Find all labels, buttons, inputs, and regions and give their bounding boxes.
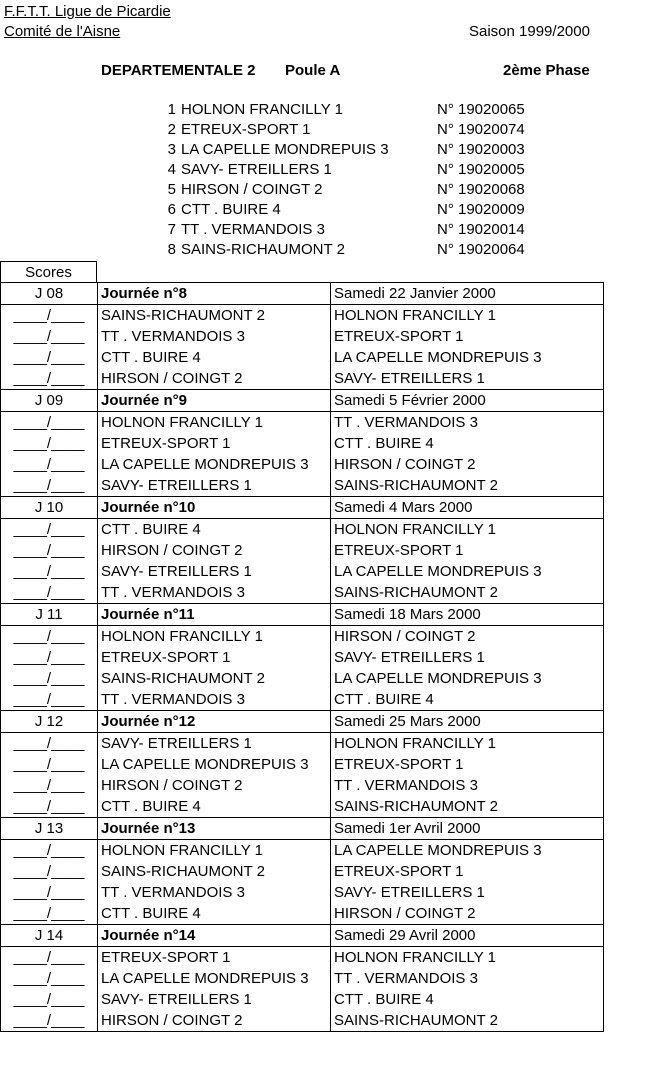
team-license: N° 19020068 bbox=[437, 181, 525, 198]
team-name: LA CAPELLE MONDREPUIS 3 bbox=[181, 141, 389, 158]
away-team: HOLNON FRANCILLY 1 bbox=[331, 305, 604, 327]
team-number: 6 bbox=[167, 201, 176, 218]
match-row bbox=[1, 989, 604, 1010]
round-header-row bbox=[1, 390, 604, 412]
round-header-row bbox=[1, 925, 604, 947]
match-row bbox=[1, 689, 604, 711]
home-team: HOLNON FRANCILLY 1 bbox=[98, 840, 331, 862]
score-blank: ____/____ bbox=[1, 412, 98, 434]
away-team: SAINS-RICHAUMONT 2 bbox=[331, 582, 604, 604]
round-code: J 13 bbox=[1, 818, 98, 840]
team-name: TT . VERMANDOIS 3 bbox=[181, 221, 325, 238]
round-title: Journée n°12 bbox=[98, 711, 331, 733]
away-team: LA CAPELLE MONDREPUIS 3 bbox=[331, 347, 604, 368]
home-team: CTT . BUIRE 4 bbox=[98, 519, 331, 541]
home-team: CTT . BUIRE 4 bbox=[98, 903, 331, 925]
away-team: SAVY- ETREILLERS 1 bbox=[331, 368, 604, 390]
home-team: CTT . BUIRE 4 bbox=[98, 347, 331, 368]
away-team: HOLNON FRANCILLY 1 bbox=[331, 733, 604, 755]
home-team: SAVY- ETREILLERS 1 bbox=[98, 561, 331, 582]
home-team: TT . VERMANDOIS 3 bbox=[98, 326, 331, 347]
match-row bbox=[1, 454, 604, 475]
score-blank: ____/____ bbox=[1, 968, 98, 989]
home-team: SAVY- ETREILLERS 1 bbox=[98, 475, 331, 497]
match-row bbox=[1, 668, 604, 689]
match-row bbox=[1, 647, 604, 668]
score-blank: ____/____ bbox=[1, 775, 98, 796]
match-row bbox=[1, 305, 604, 327]
home-team: HIRSON / COINGT 2 bbox=[98, 540, 331, 561]
away-team: HIRSON / COINGT 2 bbox=[331, 626, 604, 648]
score-blank: ____/____ bbox=[1, 647, 98, 668]
away-team: SAINS-RICHAUMONT 2 bbox=[331, 1010, 604, 1032]
match-row bbox=[1, 968, 604, 989]
federation-name: F.F.T.T. Ligue de Picardie bbox=[4, 3, 171, 20]
round-date: Samedi 4 Mars 2000 bbox=[331, 497, 604, 519]
away-team: ETREUX-SPORT 1 bbox=[331, 540, 604, 561]
home-team: SAVY- ETREILLERS 1 bbox=[98, 733, 331, 755]
match-row bbox=[1, 754, 604, 775]
round-title: Journée n°8 bbox=[98, 283, 331, 305]
score-blank: ____/____ bbox=[1, 733, 98, 755]
home-team: LA CAPELLE MONDREPUIS 3 bbox=[98, 754, 331, 775]
match-row bbox=[1, 903, 604, 925]
team-number: 5 bbox=[167, 181, 176, 198]
away-team: ETREUX-SPORT 1 bbox=[331, 326, 604, 347]
score-blank: ____/____ bbox=[1, 989, 98, 1010]
score-blank: ____/____ bbox=[1, 840, 98, 862]
match-row bbox=[1, 475, 604, 497]
score-blank: ____/____ bbox=[1, 861, 98, 882]
away-team: ETREUX-SPORT 1 bbox=[331, 754, 604, 775]
match-row bbox=[1, 626, 604, 648]
match-row bbox=[1, 368, 604, 390]
score-blank: ____/____ bbox=[1, 903, 98, 925]
home-team: ETREUX-SPORT 1 bbox=[98, 947, 331, 969]
away-team: TT . VERMANDOIS 3 bbox=[331, 412, 604, 434]
round-code: J 10 bbox=[1, 497, 98, 519]
match-row bbox=[1, 412, 604, 434]
home-team: SAINS-RICHAUMONT 2 bbox=[98, 305, 331, 327]
team-license: N° 19020005 bbox=[437, 161, 525, 178]
round-date: Samedi 25 Mars 2000 bbox=[331, 711, 604, 733]
match-row bbox=[1, 582, 604, 604]
division-title: DEPARTEMENTALE 2 bbox=[101, 62, 256, 79]
team-row bbox=[164, 161, 564, 181]
away-team: CTT . BUIRE 4 bbox=[331, 689, 604, 711]
away-team: CTT . BUIRE 4 bbox=[331, 989, 604, 1010]
match-row bbox=[1, 775, 604, 796]
round-code: J 12 bbox=[1, 711, 98, 733]
score-blank: ____/____ bbox=[1, 582, 98, 604]
match-row bbox=[1, 519, 604, 541]
match-row bbox=[1, 733, 604, 755]
score-blank: ____/____ bbox=[1, 519, 98, 541]
team-row bbox=[164, 241, 564, 261]
away-team: HOLNON FRANCILLY 1 bbox=[331, 519, 604, 541]
team-license: N° 19020065 bbox=[437, 101, 525, 118]
away-team: CTT . BUIRE 4 bbox=[331, 433, 604, 454]
home-team: SAINS-RICHAUMONT 2 bbox=[98, 861, 331, 882]
home-team: HIRSON / COINGT 2 bbox=[98, 368, 331, 390]
round-title: Journée n°13 bbox=[98, 818, 331, 840]
team-row bbox=[164, 141, 564, 161]
round-header-row bbox=[1, 497, 604, 519]
team-number: 7 bbox=[167, 221, 176, 238]
team-license: N° 19020074 bbox=[437, 121, 525, 138]
team-license: N° 19020064 bbox=[437, 241, 525, 258]
round-title: Journée n°9 bbox=[98, 390, 331, 412]
team-list bbox=[164, 101, 564, 261]
team-row bbox=[164, 101, 564, 121]
season-label: Saison 1999/2000 bbox=[469, 23, 590, 40]
score-blank: ____/____ bbox=[1, 475, 98, 497]
home-team: CTT . BUIRE 4 bbox=[98, 796, 331, 818]
away-team: LA CAPELLE MONDREPUIS 3 bbox=[331, 668, 604, 689]
home-team: TT . VERMANDOIS 3 bbox=[98, 582, 331, 604]
home-team: ETREUX-SPORT 1 bbox=[98, 433, 331, 454]
home-team: LA CAPELLE MONDREPUIS 3 bbox=[98, 968, 331, 989]
team-number: 1 bbox=[167, 101, 176, 118]
score-blank: ____/____ bbox=[1, 540, 98, 561]
team-number: 8 bbox=[167, 241, 176, 258]
team-number: 2 bbox=[167, 121, 176, 138]
away-team: SAVY- ETREILLERS 1 bbox=[331, 882, 604, 903]
round-title: Journée n°14 bbox=[98, 925, 331, 947]
round-code: J 08 bbox=[1, 283, 98, 305]
away-team: HIRSON / COINGT 2 bbox=[331, 903, 604, 925]
home-team: ETREUX-SPORT 1 bbox=[98, 647, 331, 668]
schedule-table bbox=[0, 282, 604, 1032]
score-blank: ____/____ bbox=[1, 947, 98, 969]
match-row bbox=[1, 840, 604, 862]
round-date: Samedi 5 Février 2000 bbox=[331, 390, 604, 412]
team-row bbox=[164, 121, 564, 141]
team-row bbox=[164, 181, 564, 201]
team-number: 3 bbox=[167, 141, 176, 158]
round-title: Journée n°11 bbox=[98, 604, 331, 626]
score-blank: ____/____ bbox=[1, 454, 98, 475]
home-team: HIRSON / COINGT 2 bbox=[98, 775, 331, 796]
away-team: TT . VERMANDOIS 3 bbox=[331, 968, 604, 989]
score-blank: ____/____ bbox=[1, 796, 98, 818]
away-team: ETREUX-SPORT 1 bbox=[331, 861, 604, 882]
team-license: N° 19020009 bbox=[437, 201, 525, 218]
home-team: HIRSON / COINGT 2 bbox=[98, 1010, 331, 1032]
team-license: N° 19020014 bbox=[437, 221, 525, 238]
match-row bbox=[1, 540, 604, 561]
score-blank: ____/____ bbox=[1, 754, 98, 775]
match-row bbox=[1, 433, 604, 454]
team-name: HOLNON FRANCILLY 1 bbox=[181, 101, 343, 118]
match-row bbox=[1, 1010, 604, 1032]
match-row bbox=[1, 561, 604, 582]
team-name: SAVY- ETREILLERS 1 bbox=[181, 161, 332, 178]
match-row bbox=[1, 861, 604, 882]
round-header-row bbox=[1, 818, 604, 840]
round-date: Samedi 1er Avril 2000 bbox=[331, 818, 604, 840]
round-date: Samedi 29 Avril 2000 bbox=[331, 925, 604, 947]
score-blank: ____/____ bbox=[1, 689, 98, 711]
team-row bbox=[164, 221, 564, 241]
home-team: SAVY- ETREILLERS 1 bbox=[98, 989, 331, 1010]
score-blank: ____/____ bbox=[1, 433, 98, 454]
round-header-row bbox=[1, 604, 604, 626]
home-team: HOLNON FRANCILLY 1 bbox=[98, 412, 331, 434]
away-team: SAINS-RICHAUMONT 2 bbox=[331, 796, 604, 818]
round-code: J 14 bbox=[1, 925, 98, 947]
away-team: LA CAPELLE MONDREPUIS 3 bbox=[331, 561, 604, 582]
team-row bbox=[164, 201, 564, 221]
round-code: J 11 bbox=[1, 604, 98, 626]
home-team: SAINS-RICHAUMONT 2 bbox=[98, 668, 331, 689]
score-blank: ____/____ bbox=[1, 1010, 98, 1032]
score-blank: ____/____ bbox=[1, 561, 98, 582]
score-blank: ____/____ bbox=[1, 626, 98, 648]
team-number: 4 bbox=[167, 161, 176, 178]
team-name: HIRSON / COINGT 2 bbox=[181, 181, 323, 198]
score-blank: ____/____ bbox=[1, 882, 98, 903]
score-blank: ____/____ bbox=[1, 326, 98, 347]
home-team: TT . VERMANDOIS 3 bbox=[98, 689, 331, 711]
away-team: HOLNON FRANCILLY 1 bbox=[331, 947, 604, 969]
round-title: Journée n°10 bbox=[98, 497, 331, 519]
committee-name: Comité de l'Aisne bbox=[4, 23, 121, 40]
away-team: LA CAPELLE MONDREPUIS 3 bbox=[331, 840, 604, 862]
phase-label: 2ème Phase bbox=[503, 62, 590, 79]
round-date: Samedi 18 Mars 2000 bbox=[331, 604, 604, 626]
score-blank: ____/____ bbox=[1, 368, 98, 390]
match-row bbox=[1, 882, 604, 903]
match-row bbox=[1, 796, 604, 818]
match-row bbox=[1, 947, 604, 969]
away-team: SAVY- ETREILLERS 1 bbox=[331, 647, 604, 668]
score-blank: ____/____ bbox=[1, 668, 98, 689]
home-team: TT . VERMANDOIS 3 bbox=[98, 882, 331, 903]
away-team: TT . VERMANDOIS 3 bbox=[331, 775, 604, 796]
away-team: SAINS-RICHAUMONT 2 bbox=[331, 475, 604, 497]
team-name: CTT . BUIRE 4 bbox=[181, 201, 281, 218]
round-date: Samedi 22 Janvier 2000 bbox=[331, 283, 604, 305]
team-license: N° 19020003 bbox=[437, 141, 525, 158]
scores-header: Scores bbox=[0, 261, 97, 282]
pool-label: Poule A bbox=[285, 62, 341, 79]
match-row bbox=[1, 326, 604, 347]
team-name: ETREUX-SPORT 1 bbox=[181, 121, 311, 138]
round-header-row bbox=[1, 283, 604, 305]
team-name: SAINS-RICHAUMONT 2 bbox=[181, 241, 345, 258]
match-row bbox=[1, 347, 604, 368]
round-header-row bbox=[1, 711, 604, 733]
score-blank: ____/____ bbox=[1, 347, 98, 368]
round-code: J 09 bbox=[1, 390, 98, 412]
home-team: HOLNON FRANCILLY 1 bbox=[98, 626, 331, 648]
score-blank: ____/____ bbox=[1, 305, 98, 327]
away-team: HIRSON / COINGT 2 bbox=[331, 454, 604, 475]
home-team: LA CAPELLE MONDREPUIS 3 bbox=[98, 454, 331, 475]
